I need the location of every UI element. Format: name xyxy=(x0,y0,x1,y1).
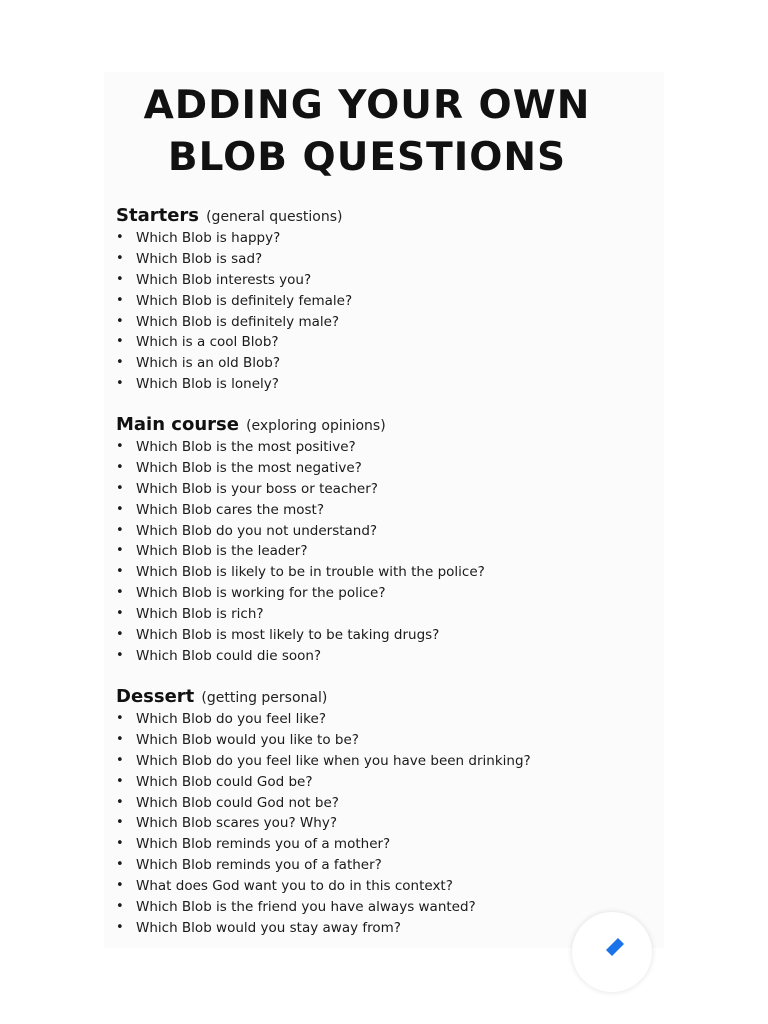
question-text: Which Blob is the friend you have always wanted? xyxy=(136,899,476,916)
bullet-icon: • xyxy=(116,585,124,601)
bullet-icon: • xyxy=(116,815,124,831)
question-text: Which Blob is rich? xyxy=(136,606,264,623)
question-text: Which Blob interests you? xyxy=(136,271,312,288)
bullet-icon: • xyxy=(116,355,124,371)
question-text: Which Blob would you stay away from? xyxy=(136,919,401,936)
question-item xyxy=(116,709,676,730)
section-subtitle: (exploring opinions) xyxy=(246,418,386,434)
bullet-icon: • xyxy=(116,230,124,245)
bullet-icon: • xyxy=(116,292,124,308)
question-text: What does God want you to do in this context? xyxy=(136,878,453,895)
section-heading xyxy=(116,413,676,437)
question-text: Which Blob is most likely to be taking drugs? xyxy=(136,627,440,644)
bullet-icon: • xyxy=(116,480,124,496)
question-item xyxy=(116,374,676,395)
section-subtitle: (general questions) xyxy=(206,209,343,225)
question-list xyxy=(116,437,676,667)
question-item xyxy=(116,813,676,834)
question-item xyxy=(116,479,676,500)
edit-pencil-icon xyxy=(572,912,652,992)
bullet-icon: • xyxy=(116,627,124,643)
bullet-icon: • xyxy=(116,334,124,350)
question-text: Which Blob do you not understand? xyxy=(136,522,378,539)
question-text: Which Blob do you feel like when you have been drinking? xyxy=(136,752,531,769)
question-text: Which Blob reminds you of a mother? xyxy=(136,836,391,853)
question-item xyxy=(116,437,676,458)
question-text: Which Blob is working for the police? xyxy=(136,585,386,602)
question-text: Which is a cool Blob? xyxy=(136,334,279,351)
question-list xyxy=(116,228,676,395)
bullet-icon: • xyxy=(116,606,124,622)
question-text: Which Blob is lonely? xyxy=(136,376,279,393)
bullet-icon: • xyxy=(116,501,124,517)
question-text: Which Blob is sad? xyxy=(136,250,263,267)
bullet-icon: • xyxy=(116,836,124,852)
section-title: Dessert xyxy=(116,686,195,707)
question-item xyxy=(116,332,676,353)
question-item xyxy=(116,458,676,479)
question-item xyxy=(116,876,676,897)
question-text: Which Blob is the most positive? xyxy=(136,439,356,455)
question-text: Which Blob reminds you of a father? xyxy=(136,857,382,874)
bullet-icon: • xyxy=(116,439,124,454)
bullet-icon: • xyxy=(116,711,124,726)
question-text: Which Blob is your boss or teacher? xyxy=(136,480,378,497)
question-text: Which Blob could God not be? xyxy=(136,794,339,811)
question-item xyxy=(116,855,676,876)
question-text: Which Blob could God be? xyxy=(136,773,313,790)
question-text: Which Blob scares you? Why? xyxy=(136,815,337,832)
bullet-icon: • xyxy=(116,752,124,768)
question-text: Which Blob do you feel like? xyxy=(136,711,326,727)
question-item xyxy=(116,793,676,814)
bullet-icon: • xyxy=(116,857,124,873)
question-item xyxy=(116,312,676,333)
bullet-icon: • xyxy=(116,459,124,475)
question-item xyxy=(116,562,676,583)
question-text: Which Blob cares the most? xyxy=(136,501,324,518)
question-item xyxy=(116,541,676,562)
section-title: Main course xyxy=(116,414,239,435)
question-item xyxy=(116,730,676,751)
bullet-icon: • xyxy=(116,271,124,287)
question-item xyxy=(116,646,676,667)
bullet-icon: • xyxy=(116,731,124,747)
question-text: Which Blob could die soon? xyxy=(136,647,322,664)
question-item xyxy=(116,625,676,646)
bullet-icon: • xyxy=(116,376,124,392)
question-list xyxy=(116,709,676,939)
title-line-1: ADDING YOUR OWN xyxy=(143,83,591,128)
question-text: Which Blob is the most negative? xyxy=(136,459,362,476)
bullet-icon: • xyxy=(116,899,124,915)
bullet-icon: • xyxy=(116,919,124,935)
title-line-2: BLOB QUESTIONS xyxy=(167,135,567,180)
question-item xyxy=(116,500,676,521)
question-text: Which Blob would you like to be? xyxy=(136,731,359,748)
question-item xyxy=(116,353,676,374)
question-item xyxy=(116,834,676,855)
bullet-icon: • xyxy=(116,794,124,810)
floating-edit-button[interactable] xyxy=(572,912,652,992)
bullet-icon: • xyxy=(116,878,124,894)
section-heading xyxy=(116,685,676,709)
bullet-icon: • xyxy=(116,564,124,580)
question-text: Which Blob is the leader? xyxy=(136,543,308,560)
question-text: Which Blob is definitely male? xyxy=(136,313,340,330)
page-bottom xyxy=(0,948,768,1024)
question-text: Which Blob is happy? xyxy=(136,230,281,246)
question-text: Which Blob is definitely female? xyxy=(136,292,353,309)
bullet-icon: • xyxy=(116,522,124,538)
bullet-icon: • xyxy=(116,250,124,266)
question-item xyxy=(116,270,676,291)
question-text: Which Blob is likely to be in trouble with the police? xyxy=(136,564,485,581)
question-item xyxy=(116,604,676,625)
section-starters xyxy=(116,204,676,395)
bullet-icon: • xyxy=(116,773,124,789)
bullet-icon: • xyxy=(116,543,124,559)
section-main-course xyxy=(116,413,676,667)
question-item xyxy=(116,228,676,249)
question-item xyxy=(116,291,676,312)
section-dessert xyxy=(116,685,676,939)
question-item xyxy=(116,751,676,772)
section-heading xyxy=(116,204,676,228)
question-item xyxy=(116,583,676,604)
question-item xyxy=(116,521,676,542)
question-item xyxy=(116,772,676,793)
section-subtitle: (getting personal) xyxy=(201,690,328,706)
question-item xyxy=(116,249,676,270)
section-title: Starters xyxy=(116,205,199,226)
page-title xyxy=(0,80,734,184)
question-text: Which is an old Blob? xyxy=(136,355,280,372)
bullet-icon: • xyxy=(116,647,124,663)
bullet-icon: • xyxy=(116,313,124,329)
